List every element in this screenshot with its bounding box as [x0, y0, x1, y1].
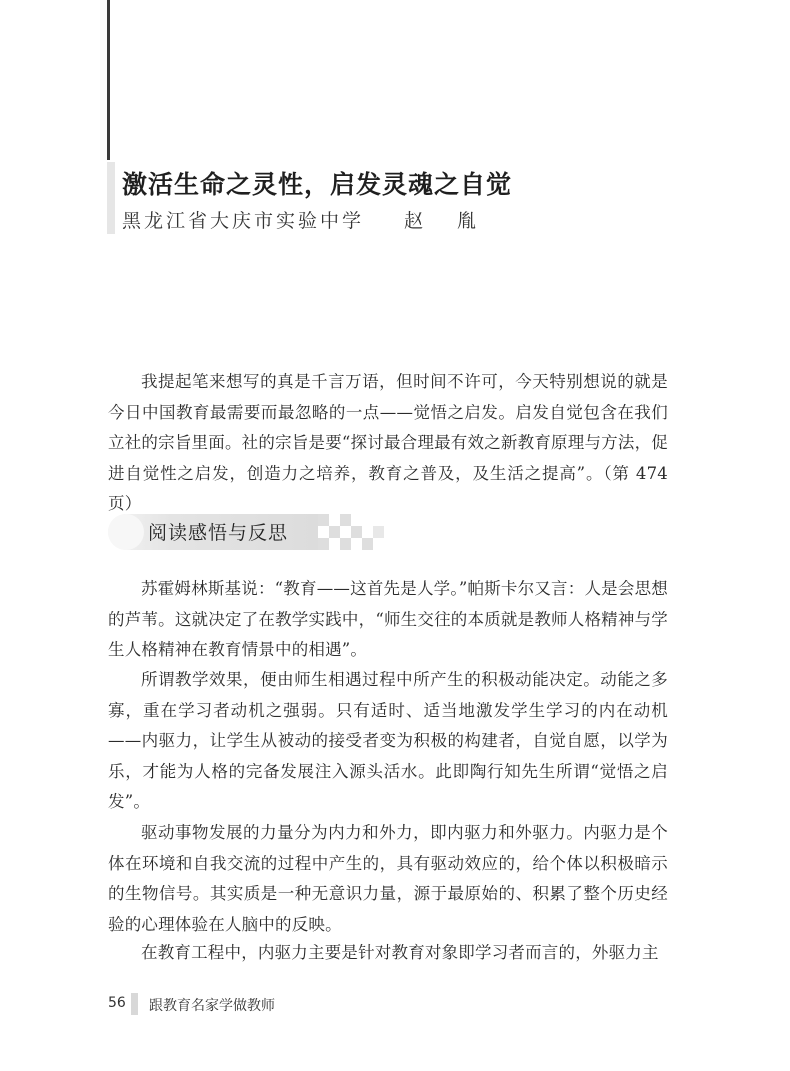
article-byline [122, 206, 490, 233]
intro-quote-paragraph: 我提起笔来想写的真是千言万语，但时间不许可，今天特别想说的就是今日中国教育最需要而最忽略的一点——觉悟之启发。启发自觉包含在我们立社的宗旨里面。社的宗旨是要“探讨最合理最有效之新教育原理与方法，促进自觉性之启发，创造力之培养，教育之普及，及生活之提高”。（第 474 页） [108, 372, 668, 513]
article-title: 激活生命之灵性，启发灵魂之自觉 [122, 170, 513, 199]
body-paragraph: 在教育工程中，内驱力主要是针对教育对象即学习者而言的，外驱力主 [141, 943, 659, 962]
page-number: 56 [108, 995, 126, 1011]
body-paragraph: 所谓教学效果，便由师生相遇过程中所产生的积极动能决定。动能之多寡，重在学习者动机之强弱。只有适时、适当地激发学生学习的内在动机——内驱力，让学生从被动的接受者变为积极的构建者，自觉自愿，以学为乐，才能为人格的完备发展注入源头活水。此即陶行知先生所谓“觉悟之启发”。 [108, 670, 668, 811]
footer-divider [131, 993, 138, 1015]
checker-decoration [318, 514, 384, 550]
section-heading [108, 512, 393, 552]
top-vertical-rule [107, 0, 110, 160]
body-paragraph: 驱动事物发展的力量分为内力和外力，即内驱力和外驱力。内驱力是个体在环境和自我交流的过程中产生的，具有驱动效应的，给个体以积极暗示的生物信号。其实质是一种无意识力量，源于最原始的、积累了整个历史经验的心理体验在人脑中的反映。 [108, 823, 668, 934]
section-heading-label: 阅读感悟与反思 [148, 522, 289, 544]
running-footer-title: 跟教育名家学做教师 [149, 998, 275, 1014]
author-name: 赵 胤 [404, 210, 491, 232]
body-paragraph: 苏霍姆林斯基说：“教育——这首先是人学。”帕斯卡尔又言：人是会思想的芦苇。这就决定了在教学实践中，“师生交往的本质就是教师人格精神与学生人格精神在教育情景中的相遇”。 [108, 579, 668, 659]
author-school: 黑龙江省大庆市实验中学 [122, 210, 365, 232]
section-heading-knob [108, 514, 144, 550]
title-accent-bar [107, 162, 115, 234]
